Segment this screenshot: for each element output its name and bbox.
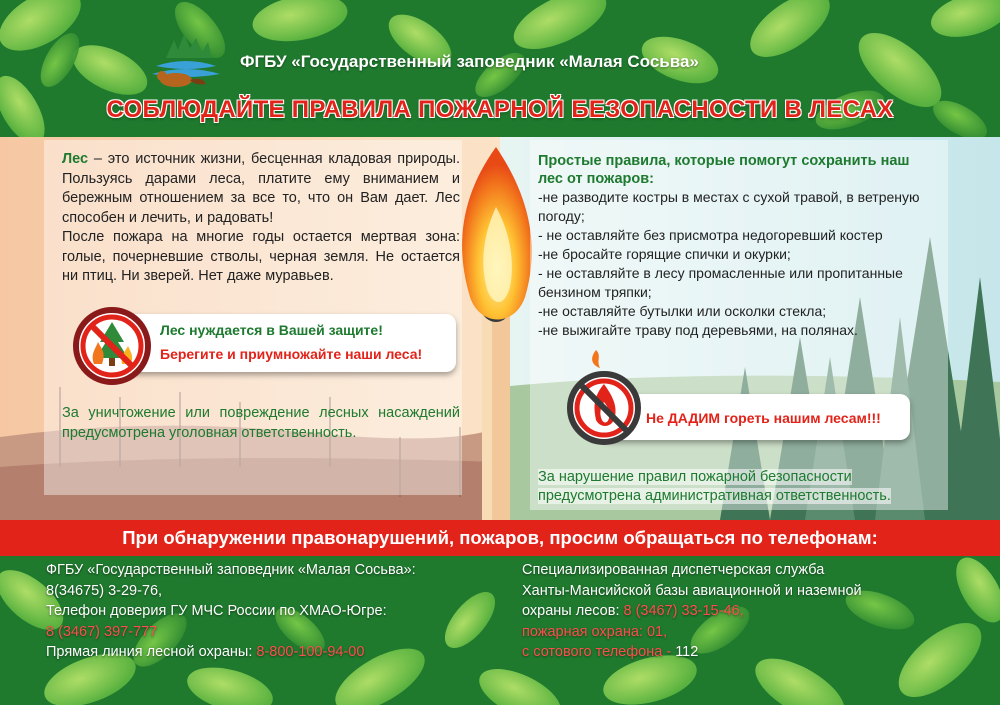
contact-forest-line (46, 642, 496, 663)
rule-item: -не бросайте горящие спички и окурки; (538, 246, 791, 262)
contact-mchs-label: Телефон доверия ГУ МЧС России по ХМАО-Югре: (46, 603, 387, 619)
no-fire-tree-icon (72, 306, 152, 386)
mobile-label: с сотового телефона - (522, 644, 676, 660)
contact-reserve-phone: 8(34675) 3-29-76, (46, 582, 163, 599)
dispatch-label-2: Ханты-Мансийской базы авиационной и наземной (522, 582, 862, 599)
contact-mchs-phone: 8 (3467) 397-777 (46, 623, 158, 640)
main-title: СОБЛЮДАЙТЕ ПРАВИЛА ПОЖАРНОЙ БЕЗОПАСНОСТИ В ЛЕСАХ (106, 96, 894, 123)
contact-reserve-label: ФГБУ «Государственный заповедник «Малая Сосьва»: (46, 562, 416, 578)
after-fire-paragraph: После пожара на многие годы остается мертвая зона: голые, почерневшие стволы, черная земля. Не остается ни птиц. Ни зверей. Нет даже муравьев. (62, 229, 460, 284)
liability-line-1: За нарушение правил пожарной безопасности (538, 469, 852, 485)
badge-no-burn: Не ДАДИМ гореть нашим лесам!!! (646, 410, 881, 426)
rule-item: - не оставляйте без присмотра недогоревший костер (538, 227, 883, 243)
contact-band: При обнаружении правонарушений, пожаров, просим обращаться по телефонам: (0, 520, 1000, 556)
rule-item: -не разводите костры в местах с сухой травой, в ветреную погоду; (538, 189, 920, 224)
criminal-liability-note: За уничтожение или повреждение лесных насаждений предусмотрена уголовная ответственность. (62, 405, 460, 441)
rules-list (538, 188, 938, 340)
dispatch-label-3: охраны лесов: (522, 603, 624, 619)
badge-line-preserve: Берегите и приумножайте наши леса! (160, 346, 423, 362)
intro-text (62, 150, 460, 287)
mobile-line (522, 642, 962, 663)
liability-line-2: предусмотрена административная ответственность. (538, 488, 891, 504)
reserve-logo (146, 28, 226, 90)
fire-guard-phone: пожарная охрана: 01, (522, 623, 668, 640)
intro-word: Лес (62, 151, 89, 167)
dispatch-line (522, 601, 962, 622)
intro-rest: – это источник жизни, бесценная кладовая природы. Пользуясь дарами леса, платите ему вниманием и бережным отношением за все то, что он Вам дает. Лес способен и лечить, и радовать! (62, 151, 460, 226)
administrative-liability-note (538, 468, 948, 506)
contacts-left (46, 560, 496, 663)
org-title: ФГБУ «Государственный заповедник «Малая Сосьва» (240, 52, 699, 71)
intro-paragraph (62, 150, 460, 228)
rule-item: - не оставляйте в лесу промасленные или пропитанные бензином тряпки; (538, 265, 903, 300)
forest-line-phone: 8-800-100-94-00 (256, 644, 365, 660)
rule-item: -не выжигайте траву под деревьями, на полянах. (538, 322, 858, 338)
forest-line-label: Прямая линия лесной охраны: (46, 644, 257, 660)
dispatch-phone: 8 (3467) 33-15-46, (623, 603, 744, 619)
mobile-number: 112 (675, 644, 699, 660)
contacts-right (522, 560, 962, 663)
badge-line-protect: Лес нуждается в Вашей защите! (160, 322, 383, 338)
rule-item: -не оставляйте бутылки или осколки стекла; (538, 303, 827, 319)
rules-title: Простые правила, которые помогут сохранить наш лес от пожаров: (538, 153, 910, 187)
no-fire-icon (566, 346, 642, 446)
dispatch-label-1: Специализированная диспетчерская служба (522, 562, 825, 578)
